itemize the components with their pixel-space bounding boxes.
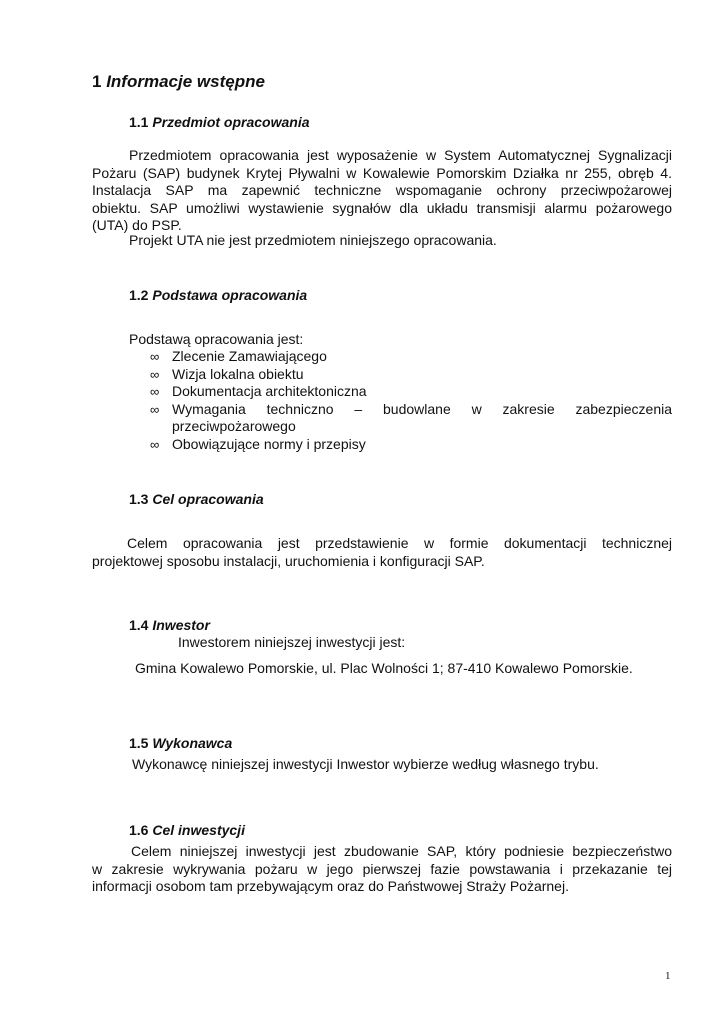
contractor-text: Wykonawcę niniejszej inwestycji Inwestor wybierze według własnego trybu. bbox=[132, 756, 599, 772]
subsection-heading-1-1 bbox=[129, 114, 310, 130]
paragraph-line: Przedmiotem opracowania jest wyposażenie w System Automatycznej Sygnalizacji bbox=[129, 147, 672, 163]
paragraph-line: Celem opracowania jest przedstawienie w formie dokumentacji technicznej bbox=[127, 535, 672, 551]
list-item bbox=[150, 366, 672, 384]
section-title: Informacje wstępne bbox=[106, 72, 265, 91]
paragraph-line: Celem niniejszej inwestycji jest zbudowanie SAP, który podniesie bezpieczeństwo bbox=[131, 843, 672, 859]
infinity-bullet-icon: ∞ bbox=[150, 366, 160, 382]
subsection-heading-1-5 bbox=[129, 735, 232, 751]
list-item bbox=[150, 436, 672, 454]
infinity-bullet-icon: ∞ bbox=[150, 401, 160, 417]
list-item bbox=[150, 383, 672, 401]
section-number: 1 bbox=[92, 72, 102, 91]
subsection-number: 1.3 bbox=[129, 491, 149, 507]
subsection-title: Cel opracowania bbox=[152, 491, 264, 507]
subsection-heading-1-2 bbox=[129, 287, 307, 303]
paragraph-subject bbox=[92, 147, 672, 235]
list-item-text: Wizja lokalna obiektu bbox=[172, 365, 304, 382]
list-item bbox=[150, 348, 672, 366]
list-item-text: Zlecenie Zamawiającego bbox=[172, 348, 327, 364]
list-item bbox=[150, 401, 672, 436]
paragraph-line: (UTA) do PSP. bbox=[92, 217, 182, 233]
paragraph-line: informacji osobom tam przebywającym oraz do Państwowej Straży Pożarnej. bbox=[92, 878, 569, 894]
basis-intro: Podstawą opracowania jest: bbox=[129, 331, 304, 347]
paragraph-goal bbox=[92, 535, 672, 570]
paragraph-line: projektowej sposobu instalacji, uruchomienia i konfiguracji SAP. bbox=[92, 552, 485, 569]
list-item-text: przeciwpożarowego bbox=[172, 418, 296, 434]
infinity-bullet-icon: ∞ bbox=[150, 436, 160, 452]
list-item-text: Obowiązujące normy i przepisy bbox=[172, 435, 366, 452]
subsection-title: Podstawa opracowania bbox=[152, 287, 308, 303]
subsection-title: Wykonawca bbox=[152, 735, 233, 751]
section-heading bbox=[92, 72, 265, 92]
subsection-title: Inwestor bbox=[152, 617, 210, 633]
subsection-number: 1.1 bbox=[129, 114, 149, 130]
subsection-title: Cel inwestycji bbox=[152, 822, 245, 838]
investor-intro: Inwestorem niniejszej inwestycji jest: bbox=[178, 634, 406, 650]
subsection-title: Przedmiot opracowania bbox=[152, 114, 310, 130]
subsection-heading-1-4 bbox=[129, 617, 210, 633]
page-number: 1 bbox=[665, 970, 671, 982]
subsection-heading-1-3 bbox=[129, 491, 264, 507]
list-item-text: Wymagania techniczno – budowlane w zakresie zabezpieczenia bbox=[172, 400, 672, 417]
infinity-bullet-icon: ∞ bbox=[150, 349, 160, 364]
infinity-bullet-icon: ∞ bbox=[150, 384, 160, 399]
paragraph-line: Instalacja SAP ma zapewnić techniczne wspomaganie ochrony przeciwpożarowej bbox=[92, 182, 672, 198]
paragraph-note: Projekt UTA nie jest przedmiotem niniejszego opracowania. bbox=[129, 232, 497, 248]
subsection-number: 1.2 bbox=[129, 287, 149, 303]
subsection-heading-1-6 bbox=[129, 822, 245, 838]
paragraph-line: Pożaru (SAP) budynek Krytej Pływalni w Kowalewie Pomorskim Działka nr 255, obręb 4. bbox=[92, 164, 672, 181]
subsection-number: 1.5 bbox=[129, 735, 149, 751]
investor-address: Gmina Kowalewo Pomorskie, ul. Plac Wolności 1; 87-410 Kowalewo Pomorskie. bbox=[135, 660, 633, 676]
paragraph-line: obiektu. SAP umożliwi wystawienie sygnałów dla układu transmisji alarmu pożarowego bbox=[92, 199, 672, 216]
paragraph-investment-goal bbox=[92, 843, 672, 896]
list-item-text: Dokumentacja architektoniczna bbox=[172, 383, 367, 399]
basis-list bbox=[150, 348, 672, 453]
paragraph-line: w zakresie wykrywania pożaru w jego pierwszej fazie powstawania i przekazanie tej bbox=[92, 860, 672, 877]
subsection-number: 1.4 bbox=[129, 617, 149, 633]
subsection-number: 1.6 bbox=[129, 822, 149, 838]
